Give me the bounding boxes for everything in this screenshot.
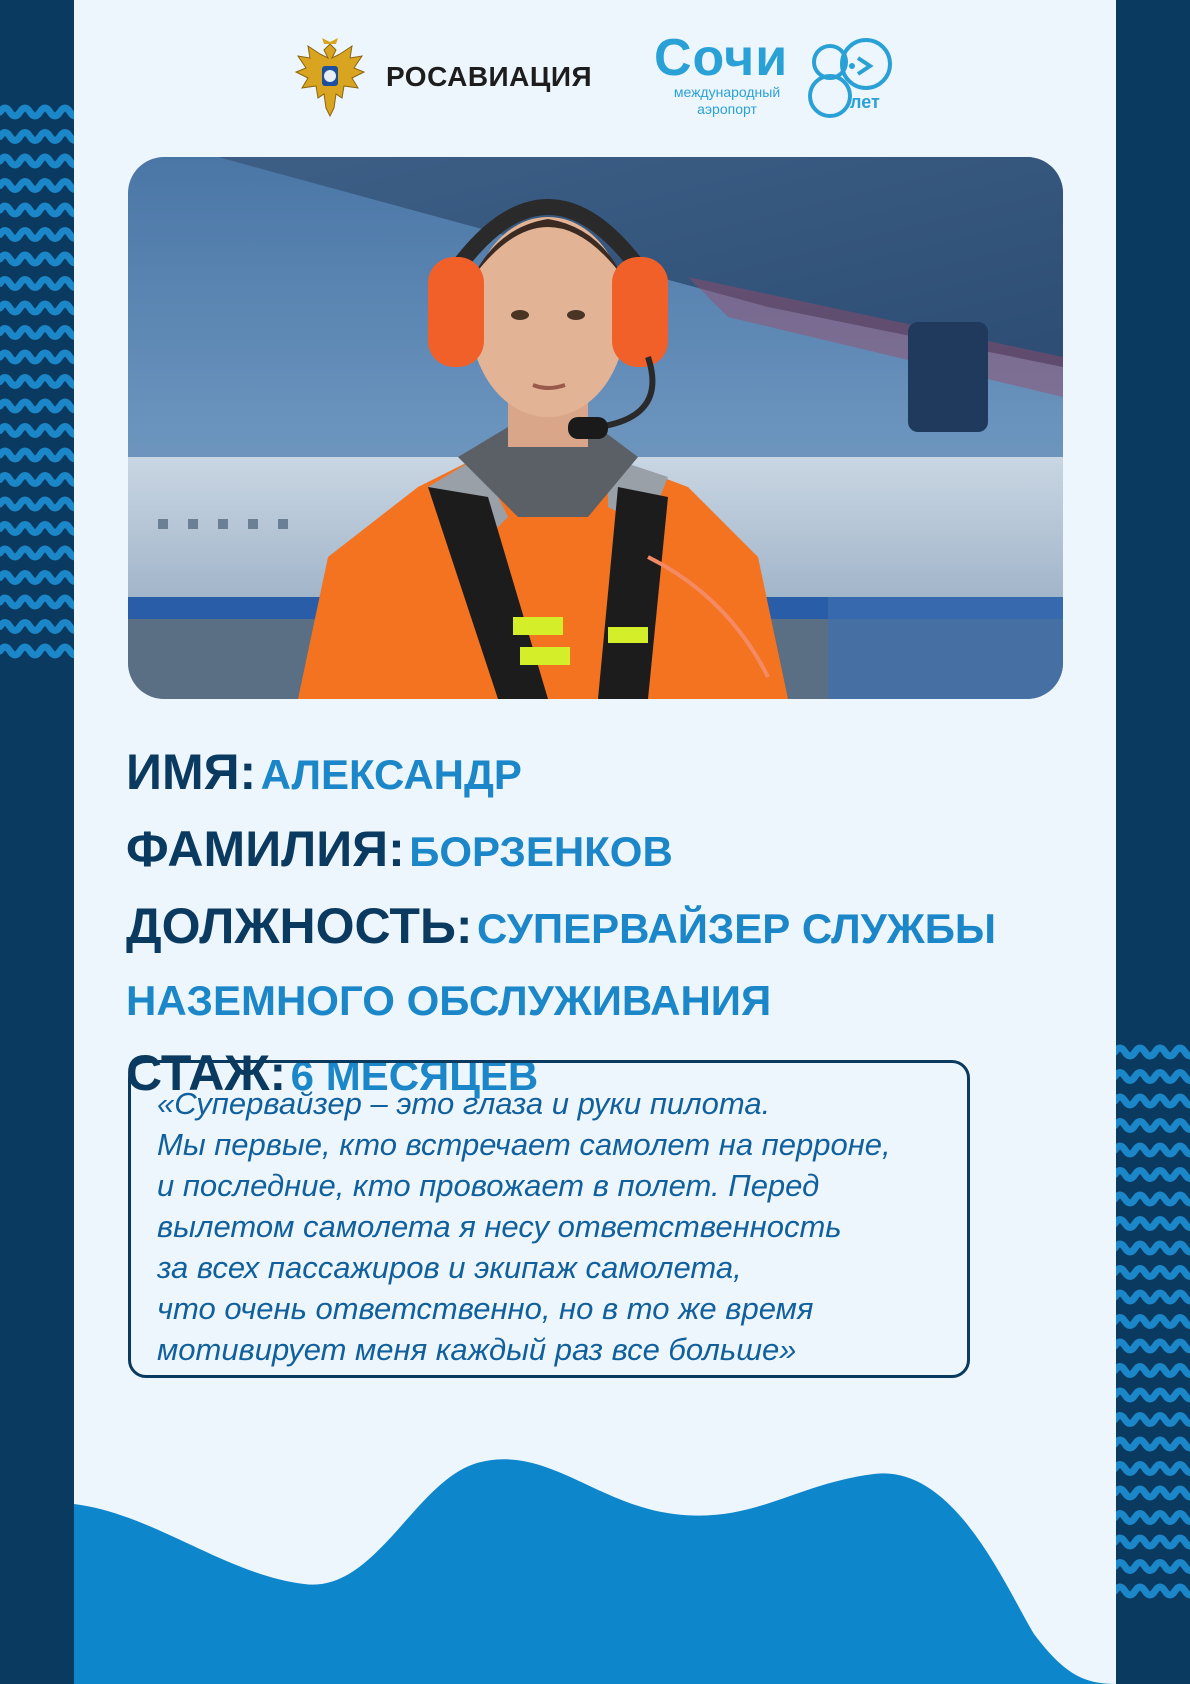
- name-row: [126, 740, 1106, 817]
- rosaviatsiya-logo: [292, 36, 592, 118]
- wave-line: [1115, 1244, 1190, 1252]
- airport-logo-title: Сочи: [654, 29, 789, 87]
- wave-line: [1115, 1269, 1190, 1277]
- wave-line: [1115, 1563, 1190, 1571]
- right-decor-stripe: [1115, 0, 1190, 1684]
- wave-line: [1115, 1342, 1190, 1350]
- wave-line: [1115, 1097, 1190, 1105]
- wave-line: [1115, 1440, 1190, 1448]
- wave-line: [1115, 1195, 1190, 1203]
- employee-photo: [128, 157, 1063, 699]
- wave-line: [1115, 1171, 1190, 1179]
- wave-line: [0, 451, 80, 459]
- wave-line: [0, 647, 80, 655]
- anniversary-text: лет: [850, 92, 880, 112]
- wave-line: [0, 574, 80, 582]
- wave-line: [0, 304, 80, 312]
- wave-line: [1115, 1146, 1190, 1154]
- quote-line: Мы первые, кто встречает самолет на перроне,: [157, 1127, 891, 1162]
- name-label: ИМЯ:: [126, 744, 257, 800]
- wave-line: [0, 549, 80, 557]
- wave-line: [1115, 1391, 1190, 1399]
- anniversary-80-mark-icon: [800, 38, 896, 118]
- wave-line: [0, 255, 80, 263]
- wave-line: [1115, 1465, 1190, 1473]
- wave-line: [0, 133, 80, 141]
- wave-line: [1115, 1489, 1190, 1497]
- left-decor-stripe: [0, 0, 80, 1684]
- wave-line: [1115, 1220, 1190, 1228]
- quote-box: [128, 1060, 970, 1378]
- wave-line: [0, 206, 80, 214]
- surname-value: БОРЗЕНКОВ: [409, 828, 673, 875]
- employee-photo-illustration: [128, 157, 1063, 699]
- right-wave-pattern: [1115, 1040, 1190, 1620]
- wave-line: [1115, 1318, 1190, 1326]
- wave-line: [1115, 1587, 1190, 1595]
- wave-line: [0, 231, 80, 239]
- experience-value: 6 МЕСЯЦЕВ: [290, 1052, 539, 1099]
- quote-line: и последние, кто провожает в полет. Перед: [157, 1168, 820, 1203]
- wave-line: [0, 623, 80, 631]
- wave-line: [1115, 1367, 1190, 1375]
- wave-line: [0, 108, 80, 116]
- wave-line: [0, 182, 80, 190]
- sochi-airport-logo: [654, 29, 914, 122]
- wave-line: [0, 476, 80, 484]
- wave-line: [1115, 1538, 1190, 1546]
- wave-line: [0, 157, 80, 165]
- content-card: [74, 0, 1116, 1684]
- wave-line: [1115, 1416, 1190, 1424]
- wave-line: [1115, 1048, 1190, 1056]
- position-label: ДОЛЖНОСТЬ:: [126, 898, 473, 954]
- left-wave-pattern: [0, 100, 80, 690]
- position-value-line1: СУПЕРВАЙЗЕР СЛУЖБЫ: [477, 905, 997, 952]
- wave-line: [1115, 1514, 1190, 1522]
- wave-line: [1115, 1073, 1190, 1081]
- quote-line: мотивирует меня каждый раз все больше»: [157, 1332, 797, 1367]
- airport-logo-subtitle: [662, 84, 792, 118]
- quote-line: «Супервайзер – это глаза и руки пилота.: [157, 1086, 771, 1121]
- bottom-wave-decor: [74, 1444, 1116, 1684]
- airport-logo-sub-line1: международный: [673, 84, 781, 100]
- wave-line: [0, 525, 80, 533]
- quote-line: что очень ответственно, но в то же время: [157, 1291, 814, 1326]
- experience-label: СТАЖ:: [126, 1045, 287, 1101]
- name-value: АЛЕКСАНДР: [260, 751, 522, 798]
- position-row: [126, 894, 1106, 971]
- quote-line: вылетом самолета я несу ответственность: [157, 1209, 842, 1244]
- wave-line: [0, 402, 80, 410]
- surname-label: ФАМИЛИЯ:: [126, 821, 405, 877]
- wave-line: [0, 427, 80, 435]
- wave-line: [0, 353, 80, 361]
- quote-line: за всех пассажиров и экипаж самолета,: [157, 1250, 742, 1285]
- wave-line: [1115, 1122, 1190, 1130]
- wave-line: [0, 280, 80, 288]
- airport-logo-sub-line2: аэропорт: [697, 101, 757, 117]
- wave-line: [0, 329, 80, 337]
- position-row-continued: [126, 971, 1106, 1041]
- wave-line: [1115, 1293, 1190, 1301]
- surname-row: [126, 817, 1106, 894]
- wave-line: [0, 500, 80, 508]
- wave-line: [0, 378, 80, 386]
- agency-name: РОСАВИАЦИЯ: [386, 61, 593, 92]
- wave-line: [0, 598, 80, 606]
- header-logos: [74, 29, 1116, 122]
- double-headed-eagle-emblem-icon: [292, 36, 368, 118]
- position-value-line2: НАЗЕМНОГО ОБСЛУЖИВАНИЯ: [126, 977, 772, 1024]
